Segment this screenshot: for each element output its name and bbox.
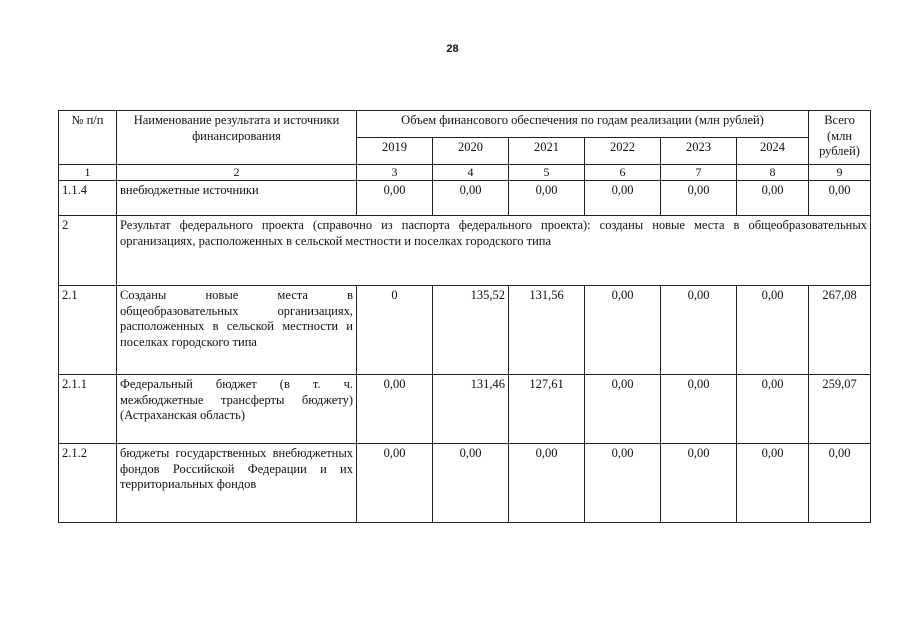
header-year: 2022	[585, 138, 661, 165]
header-row	[59, 111, 871, 138]
table-row	[59, 286, 871, 375]
row-name: Созданы новые места в общеобразовательных организациях, расположенных в сельской местности и поселках городского типа	[117, 286, 357, 375]
header-year: 2020	[433, 138, 509, 165]
header-year: 2019	[357, 138, 433, 165]
header-year: 2024	[737, 138, 809, 165]
row-name: внебюджетные источники	[117, 181, 357, 216]
row-value: 0,00	[737, 181, 809, 216]
row-value: 0,00	[737, 375, 809, 444]
header-total: Всего (млн рублей)	[809, 111, 871, 165]
row-value: 135,52	[433, 286, 509, 375]
row-id: 1.1.4	[59, 181, 117, 216]
row-value: 0,00	[357, 375, 433, 444]
row-id: 2.1.1	[59, 375, 117, 444]
row-id: 2	[59, 216, 117, 286]
row-total: 259,07	[809, 375, 871, 444]
column-number: 7	[661, 165, 737, 181]
row-value: 0,00	[433, 444, 509, 523]
row-value: 131,56	[509, 286, 585, 375]
column-number: 3	[357, 165, 433, 181]
header-name: Наименование результата и источники финансирования	[117, 111, 357, 165]
row-name: Федеральный бюджет (в т. ч. межбюджетные трансферты бюджету) (Астраханская область)	[117, 375, 357, 444]
row-id: 2.1	[59, 286, 117, 375]
row-name: бюджеты государственных внебюджетных фондов Российской Федерации и их территориальных фондов	[117, 444, 357, 523]
row-span-text: Результат федерального проекта (справочно из паспорта федерального проекта): созданы новые места в общеобразовательных организациях, расположенных в сельской местности и поселках городского типа	[117, 216, 871, 286]
header-num: № п/п	[59, 111, 117, 165]
row-id: 2.1.2	[59, 444, 117, 523]
row-value: 0,00	[509, 181, 585, 216]
table-row	[59, 181, 871, 216]
row-value: 0,00	[585, 181, 661, 216]
row-value: 0,00	[661, 375, 737, 444]
row-value: 0,00	[585, 444, 661, 523]
row-value: 0,00	[509, 444, 585, 523]
row-value: 0,00	[737, 286, 809, 375]
row-value: 131,46	[433, 375, 509, 444]
financing-table	[58, 110, 871, 523]
row-value: 0,00	[661, 286, 737, 375]
column-number: 4	[433, 165, 509, 181]
table-row	[59, 216, 871, 286]
header-year: 2021	[509, 138, 585, 165]
row-value: 0,00	[357, 181, 433, 216]
table-row	[59, 444, 871, 523]
column-number: 8	[737, 165, 809, 181]
row-value: 0,00	[737, 444, 809, 523]
row-value: 0	[357, 286, 433, 375]
table-row	[59, 375, 871, 444]
row-total: 267,08	[809, 286, 871, 375]
row-total: 0,00	[809, 181, 871, 216]
row-value: 0,00	[357, 444, 433, 523]
header-years-group: Объем финансового обеспечения по годам реализации (млн рублей)	[357, 111, 809, 138]
column-number: 6	[585, 165, 661, 181]
column-number: 9	[809, 165, 871, 181]
row-value: 0,00	[585, 286, 661, 375]
row-value: 0,00	[433, 181, 509, 216]
row-total: 0,00	[809, 444, 871, 523]
column-number: 5	[509, 165, 585, 181]
column-number-row	[59, 165, 871, 181]
page-number: 28	[446, 43, 459, 55]
row-value: 0,00	[661, 181, 737, 216]
column-number: 1	[59, 165, 117, 181]
header-year: 2023	[661, 138, 737, 165]
column-number: 2	[117, 165, 357, 181]
row-value: 0,00	[585, 375, 661, 444]
row-value: 0,00	[661, 444, 737, 523]
row-value: 127,61	[509, 375, 585, 444]
